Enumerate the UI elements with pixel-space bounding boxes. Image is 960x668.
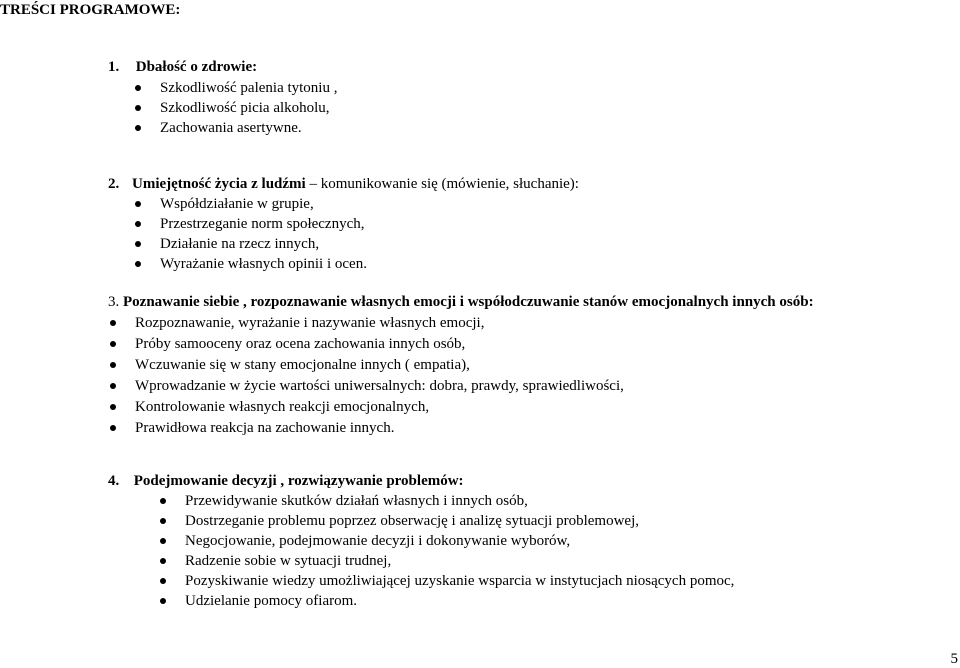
bullet-icon	[135, 85, 141, 91]
bullet-icon	[135, 241, 141, 247]
section-3-heading	[108, 292, 814, 312]
list-item: Dostrzeganie problemu poprzez obserwację i analizę sytuacji problemowej,	[185, 511, 639, 531]
bullet-icon	[160, 498, 166, 504]
list-item: Rozpoznawanie, wyrażanie i nazywanie własnych emocji,	[135, 313, 484, 333]
bullet-icon	[135, 125, 141, 131]
list-item: Radzenie sobie w sytuacji trudnej,	[185, 551, 391, 571]
list-item: Prawidłowa reakcja na zachowanie innych.	[135, 418, 394, 438]
list-item: Kontrolowanie własnych reakcji emocjonalnych,	[135, 397, 429, 417]
document-title: TREŚCI PROGRAMOWE:	[0, 2, 181, 18]
list-item: Wprowadzanie w życie wartości uniwersalnych: dobra, prawdy, sprawiedliwości,	[135, 376, 624, 396]
bullet-icon	[160, 538, 166, 544]
page-number: 5	[950, 651, 958, 667]
list-item: Działanie na rzecz innych,	[160, 234, 319, 254]
list-item: Przewidywanie skutków działań własnych i innych osób,	[185, 491, 528, 511]
list-item: Wyrażanie własnych opinii i ocen.	[160, 254, 367, 274]
bullet-icon	[110, 425, 116, 431]
section-2-number: 2.	[108, 176, 120, 192]
list-item: Współdziałanie w grupie,	[160, 194, 314, 214]
bullet-icon	[110, 362, 116, 368]
bullet-icon	[110, 341, 116, 347]
section-2-title-rest: – komunikowanie się (mówienie, słuchanie):	[305, 176, 579, 192]
section-2-heading	[108, 174, 579, 194]
section-4-heading	[108, 471, 464, 491]
section-4-title: Podejmowanie decyzji , rozwiązywanie problemów:	[133, 473, 464, 489]
section-1-title: Dbałość o zdrowie:	[135, 59, 258, 75]
bullet-icon	[110, 383, 116, 389]
bullet-icon	[110, 320, 116, 326]
bullet-icon	[135, 261, 141, 267]
list-item: Szkodliwość palenia tytoniu ,	[160, 78, 337, 98]
list-item: Negocjowanie, podejmowanie decyzji i dokonywanie wyborów,	[185, 531, 570, 551]
list-item: Zachowania asertywne.	[160, 118, 302, 138]
section-2-title-bold: Umiejętność życia z ludźmi	[132, 176, 306, 192]
list-item: Pozyskiwanie wiedzy umożliwiającej uzyskanie wsparcia w instytucjach niosących pomoc,	[185, 571, 734, 591]
section-1-number: 1.	[108, 59, 120, 75]
bullet-icon	[160, 558, 166, 564]
bullet-icon	[135, 201, 141, 207]
bullet-icon	[160, 578, 166, 584]
section-1-heading	[108, 57, 257, 77]
bullet-icon	[135, 105, 141, 111]
list-item: Szkodliwość picia alkoholu,	[160, 98, 330, 118]
list-item: Próby samooceny oraz ocena zachowania innych osób,	[135, 334, 465, 354]
bullet-icon	[160, 598, 166, 604]
list-item: Udzielanie pomocy ofiarom.	[185, 591, 357, 611]
bullet-icon	[135, 221, 141, 227]
list-item: Wczuwanie się w stany emocjonalne innych ( empatia),	[135, 355, 470, 375]
list-item: Przestrzeganie norm społecznych,	[160, 214, 365, 234]
bullet-icon	[160, 518, 166, 524]
section-3-title: Poznawanie siebie , rozpoznawanie własnych emocji i współodczuwanie stanów emocjonalnych innych osób:	[123, 294, 814, 310]
section-3-number: 3.	[108, 294, 120, 310]
section-4-number: 4.	[108, 473, 120, 489]
bullet-icon	[110, 404, 116, 410]
